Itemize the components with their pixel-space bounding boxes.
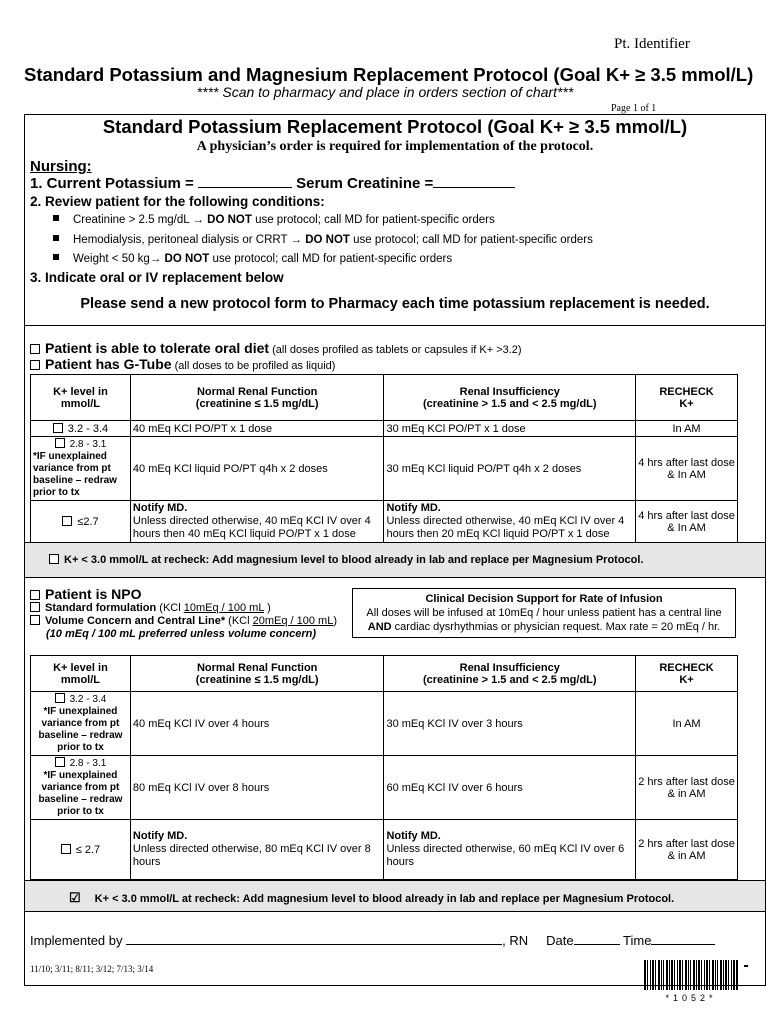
header-level-text: K+ level in mmol/L	[53, 385, 108, 410]
level-checkbox[interactable]	[55, 757, 65, 767]
recheck-cell: In AM	[636, 421, 738, 437]
renal-cell: 30 mEq KCl liquid PO/PT q4h x 2 doses	[384, 437, 636, 501]
header-normal-text: Normal Renal Function	[196, 385, 318, 398]
level-checkbox[interactable]	[55, 693, 65, 703]
magnesium-checkbox[interactable]	[49, 554, 59, 564]
header-renal-sub: (creatinine > 1.5 and < 2.5 mg/dL)	[422, 673, 597, 686]
header-renal-text: Renal Insufficiency	[459, 385, 560, 398]
level-checkbox[interactable]	[55, 438, 65, 448]
header-recheck-text: RECHECK	[659, 385, 714, 398]
nursing-heading	[30, 158, 92, 175]
bullet-text: Creatinine > 2.5 mg/dL	[73, 214, 193, 226]
header-renal-sub: (creatinine > 1.5 and < 2.5 mg/dL)	[422, 397, 597, 410]
serum-creatinine-label: Serum Creatinine =	[291, 175, 434, 192]
normal-text: Unless directed otherwise, 40 mEq KCl IV over 4 hours then 40 mEq KCl liquid PO/PT x 1 dose	[132, 515, 371, 540]
recheck-cell: 4 hrs after last dose & In AM	[636, 501, 738, 543]
condition-bullet	[53, 234, 593, 246]
patient-identifier: Pt. Identifier	[614, 36, 690, 52]
date-label: Date	[546, 933, 574, 948]
normal-cell: 80 mEq KCl IV over 8 hours	[130, 756, 384, 820]
header-renal	[384, 375, 636, 421]
arrow-right-icon: →	[192, 214, 208, 226]
oral-diet-checkbox[interactable]	[30, 344, 40, 354]
header-recheck	[636, 375, 738, 421]
table-row	[31, 421, 738, 437]
current-potassium-field[interactable]	[198, 175, 292, 188]
normal-cell	[130, 501, 384, 543]
bullet-square-icon	[53, 235, 59, 241]
bullet-emphasis: DO NOT	[164, 253, 210, 265]
cds-text: cardiac dysrhythmias or physician request. Max rate = 20 mEq / hr.	[391, 621, 721, 633]
volume-concern-text: (KCl	[225, 615, 253, 627]
oral-magnesium-text: K+ < 3.0 mmol/L at recheck: Add magnesium level to blood already in lab and replace per Magnesium Protocol.	[64, 554, 644, 566]
barcode-number: *1052*	[665, 993, 717, 1003]
bullet-emphasis: DO NOT	[207, 214, 252, 226]
frame-divider	[24, 325, 766, 326]
bullet-text: Weight < 50 kg	[73, 253, 150, 265]
level-text: 3.2 - 3.4	[69, 694, 107, 705]
g-tube-note: (all doses to be profiled as liquid)	[171, 360, 336, 372]
header-normal	[130, 656, 384, 692]
header-level	[31, 375, 131, 421]
serum-creatinine-field[interactable]	[433, 175, 515, 188]
volume-concern-option[interactable]	[30, 615, 337, 627]
header-recheck	[636, 656, 738, 692]
oral-dosing-table	[30, 374, 738, 543]
implemented-by-line	[30, 932, 715, 948]
corner-mark	[744, 965, 748, 967]
notify-md: Notify MD.	[132, 502, 188, 514]
rn-label: , RN	[502, 933, 529, 948]
protocol-title: Standard Potassium Replacement Protocol (Goal K+ ≥ 3.5 mmol/L)	[102, 116, 688, 137]
bullet-text: Hemodialysis, peritoneal dialysis or CRRT	[73, 234, 291, 246]
notify-md: Notify MD.	[386, 502, 441, 514]
current-potassium-label: 1. Current Potassium =	[30, 175, 198, 192]
g-tube-label: Patient has G-Tube	[45, 356, 172, 372]
clinical-decision-support-box	[352, 588, 736, 638]
volume-concern-checkbox[interactable]	[30, 615, 40, 625]
standard-formulation-text: (KCl	[156, 602, 184, 614]
notify-md: Notify MD.	[132, 830, 188, 842]
condition-bullet	[53, 214, 495, 226]
header-normal	[130, 375, 384, 421]
oral-diet-label: Patient is able to tolerate oral diet	[45, 340, 270, 356]
normal-cell: 40 mEq KCl PO/PT x 1 dose	[130, 421, 384, 437]
level-note: *IF unexplained variance from pt baseline – redraw prior to tx	[33, 451, 117, 498]
level-cell	[31, 501, 131, 543]
volume-concern-label: Volume Concern and Central Line*	[45, 615, 226, 627]
recheck-cell: 2 hrs after last dose & in AM	[636, 756, 738, 820]
recheck-cell: 4 hrs after last dose & In AM	[636, 437, 738, 501]
header-renal-text: Renal Insufficiency	[459, 661, 560, 674]
header-normal-text: Normal Renal Function	[196, 661, 318, 674]
recheck-cell: 2 hrs after last dose & in AM	[636, 820, 738, 880]
table-row	[31, 756, 738, 820]
bullet-square-icon	[53, 254, 59, 260]
header-normal-sub: (creatinine ≤ 1.5 mg/dL)	[195, 673, 319, 686]
standard-formulation-checkbox[interactable]	[30, 602, 40, 612]
table-row	[31, 437, 738, 501]
table-header-row	[31, 375, 738, 421]
revision-dates: 11/10; 3/11; 8/11; 3/12; 7/13; 3/14	[30, 964, 154, 974]
renal-text: Unless directed otherwise, 60 mEq KCl IV over 6 hours	[386, 843, 625, 868]
oral-diet-note: (all doses profiled as tablets or capsules if K+ >3.2)	[269, 344, 522, 356]
header-normal-sub: (creatinine ≤ 1.5 mg/dL)	[195, 397, 319, 410]
level-checkbox[interactable]	[61, 844, 71, 854]
renal-cell: 30 mEq KCl IV over 3 hours	[384, 692, 636, 756]
cds-and: AND	[367, 621, 392, 633]
bullet-square-icon	[53, 215, 59, 221]
g-tube-checkbox[interactable]	[30, 360, 40, 370]
level-checkbox[interactable]	[53, 423, 63, 433]
nursing-item-1	[30, 175, 515, 192]
normal-text: Unless directed otherwise, 80 mEq KCl IV over 8 hours	[132, 843, 371, 868]
header-recheck-sub: K+	[679, 673, 694, 686]
nursing-item-3: 3. Indicate oral or IV replacement below	[30, 270, 284, 285]
oral-magnesium-note	[24, 542, 766, 578]
condition-bullet	[53, 253, 452, 265]
iv-magnesium-note	[24, 880, 766, 912]
standard-formulation-text: )	[264, 602, 271, 614]
level-text: 2.8 - 3.1	[69, 439, 107, 450]
page-number: Page 1 of 1	[611, 103, 657, 114]
nursing-colon: :	[86, 158, 92, 175]
npo-option[interactable]	[30, 586, 141, 602]
level-text: 3.2 - 3.4	[67, 422, 109, 435]
level-cell	[31, 421, 131, 437]
level-note: *IF unexplained variance from pt baseline – redraw prior to tx	[38, 706, 123, 753]
header-level	[31, 656, 131, 692]
header-recheck-text: RECHECK	[659, 661, 714, 674]
bullet-text: use protocol; call MD for patient-specific orders	[349, 234, 593, 246]
bullet-text: use protocol; call MD for patient-specific orders	[251, 214, 495, 226]
level-checkbox[interactable]	[62, 516, 72, 526]
volume-concern-text: )	[333, 615, 337, 627]
table-row	[31, 501, 738, 543]
notify-md: Notify MD.	[386, 830, 441, 842]
renal-cell	[384, 501, 636, 543]
standard-formulation-option[interactable]	[30, 602, 271, 614]
preferred-note: (10 mEq / 100 mL preferred unless volume concern)	[46, 628, 317, 640]
normal-cell: 40 mEq KCl IV over 4 hours	[130, 692, 384, 756]
level-text: 2.8 - 3.1	[69, 758, 107, 769]
npo-label: Patient is NPO	[45, 586, 142, 602]
arrow-right-icon: →	[149, 253, 165, 265]
recheck-cell: In AM	[636, 692, 738, 756]
renal-text: Unless directed otherwise, 40 mEq KCl IV over 4 hours then 20 mEq KCl liquid PO/PT x 1 dose	[386, 515, 625, 540]
level-note: *IF unexplained variance from pt baseline – redraw prior to tx	[38, 770, 123, 817]
date-field[interactable]	[574, 932, 620, 945]
page-title: Standard Potassium and Magnesium Replacement Protocol (Goal K+ ≥ 3.5 mmol/L)	[24, 64, 754, 85]
level-cell	[31, 820, 131, 880]
level-cell	[31, 756, 131, 820]
npo-checkbox[interactable]	[30, 590, 40, 600]
protocol-subtitle: A physician’s order is required for implementation of the protocol.	[196, 139, 594, 154]
oral-diet-option[interactable]	[30, 340, 522, 356]
pharmacy-notice: Please send a new protocol form to Pharmacy each time potassium replacement is needed.	[80, 296, 710, 312]
table-row	[31, 692, 738, 756]
time-field[interactable]	[651, 932, 715, 945]
renal-cell	[384, 820, 636, 880]
page-subtitle: **** Scan to pharmacy and place in orders section of chart***	[196, 84, 574, 100]
barcode-icon	[644, 960, 738, 990]
level-cell	[31, 437, 131, 501]
header-level-text: K+ level in mmol/L	[53, 661, 108, 686]
iv-magnesium-text: K+ < 3.0 mmol/L at recheck: Add magnesium level to blood already in lab and replace per Magnesium Protocol.	[94, 893, 675, 905]
standard-concentration: 10mEq / 100 mL	[183, 602, 265, 614]
header-renal	[384, 656, 636, 692]
renal-cell: 30 mEq KCl PO/PT x 1 dose	[384, 421, 636, 437]
time-label: Time	[619, 933, 652, 948]
cds-text: All doses will be infused at 10mEq / hour unless patient has a central line	[366, 607, 722, 619]
bullet-text: use protocol; call MD for patient-specific orders	[209, 253, 453, 265]
table-header-row	[31, 656, 738, 692]
table-row	[31, 820, 738, 880]
volume-concentration: 20mEq / 100 mL	[252, 615, 334, 627]
level-text: ≤2.7	[77, 515, 99, 528]
level-text: ≤ 2.7	[75, 843, 101, 856]
bullet-emphasis: DO NOT	[305, 234, 350, 246]
cds-title: Clinical Decision Support for Rate of Infusion	[425, 593, 663, 605]
checked-box-icon[interactable]: ☑	[69, 890, 81, 905]
normal-cell: 40 mEq KCl liquid PO/PT q4h x 2 doses	[130, 437, 384, 501]
nursing-heading-text: Nursing	[30, 158, 87, 175]
arrow-right-icon: →	[290, 234, 306, 246]
normal-cell	[130, 820, 384, 880]
iv-dosing-table	[30, 655, 738, 880]
level-cell	[31, 692, 131, 756]
implemented-by-field[interactable]	[126, 932, 502, 945]
g-tube-option[interactable]	[30, 356, 335, 372]
header-recheck-sub: K+	[679, 397, 694, 410]
renal-cell: 60 mEq KCl IV over 6 hours	[384, 756, 636, 820]
nursing-item-2: 2. Review patient for the following conditions:	[30, 194, 325, 209]
standard-formulation-label: Standard formulation	[45, 602, 157, 614]
implemented-by-label: Implemented by	[30, 933, 127, 948]
